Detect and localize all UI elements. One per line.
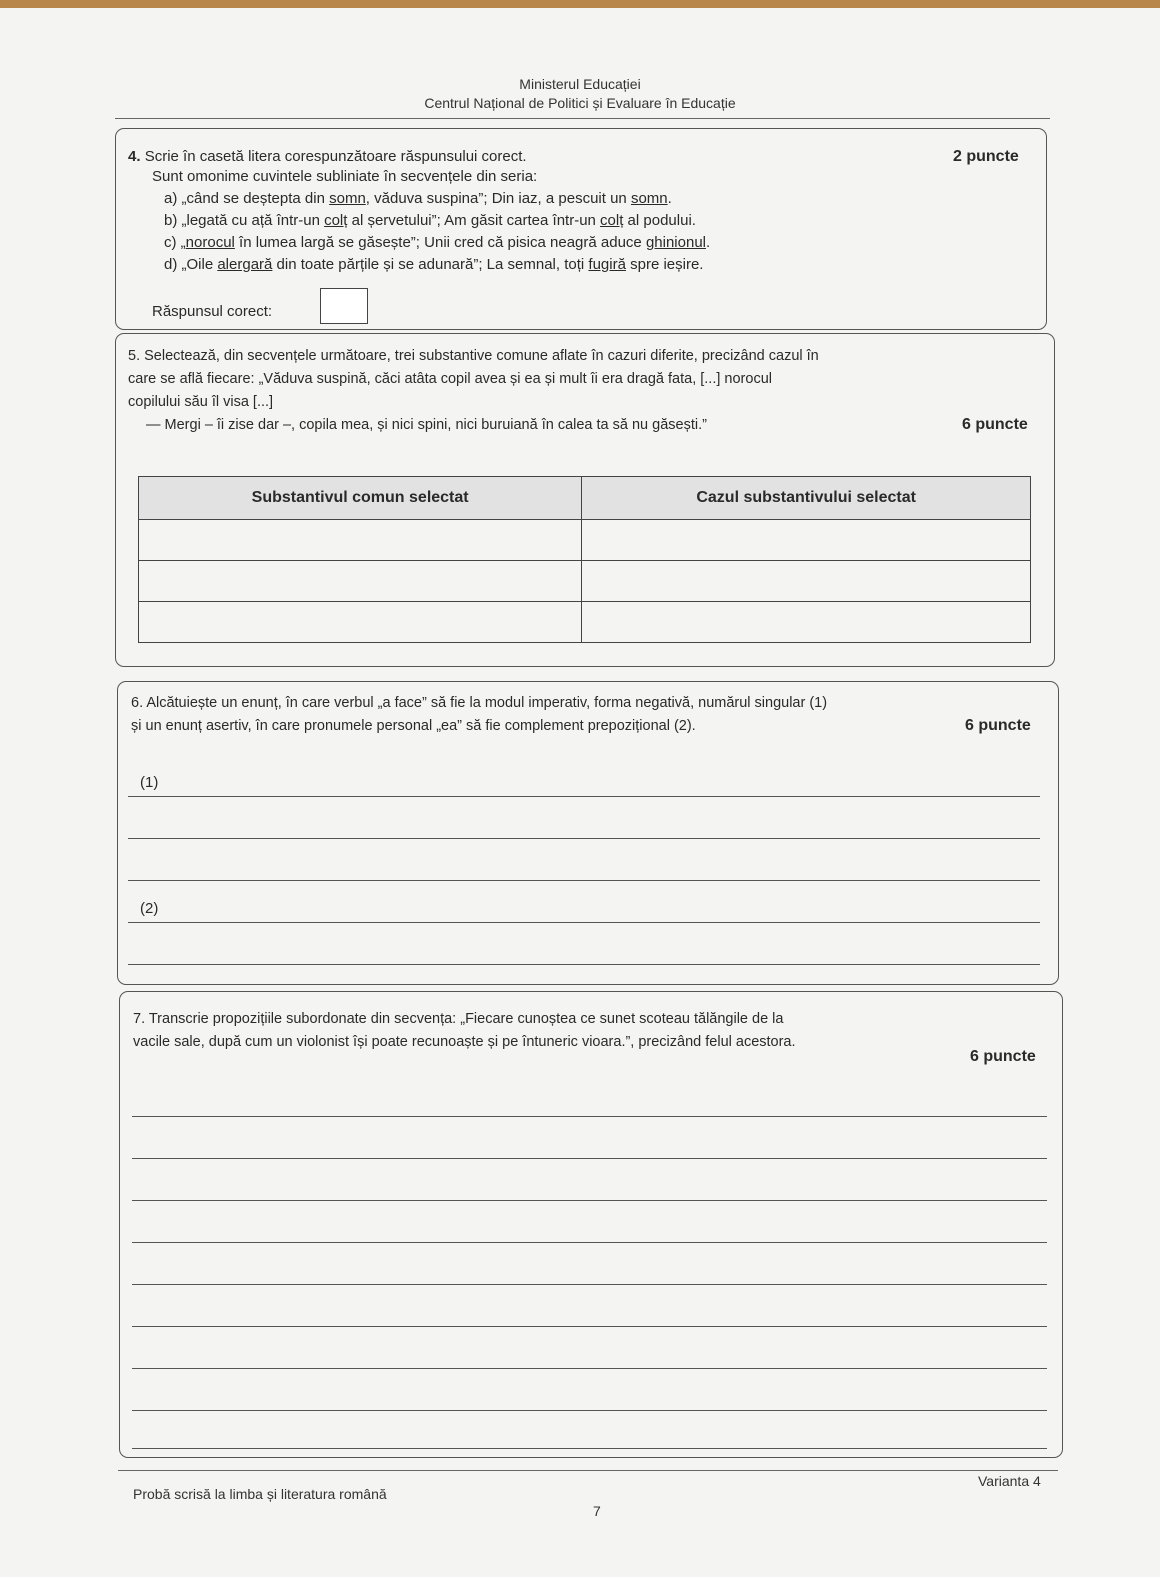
q4-instruction bbox=[128, 146, 527, 168]
answer-line[interactable] bbox=[132, 1448, 1047, 1449]
q7-line-1: 7. Transcrie propozițiile subordonate din secvența: „Fiecare cunoștea ce sunet scoteau tălăngile de la bbox=[133, 1011, 784, 1027]
q5-case-cell[interactable] bbox=[582, 561, 1031, 602]
answer-line[interactable] bbox=[132, 1368, 1047, 1369]
table-row bbox=[139, 561, 1031, 602]
q6-line-2: și un enunț asertiv, în care pronumele personal „ea” să fie complement prepozițional (2). bbox=[131, 718, 696, 734]
table-row bbox=[139, 520, 1031, 561]
q5-noun-cell[interactable] bbox=[139, 602, 582, 643]
q6-label-1: (1) bbox=[140, 774, 159, 791]
answer-line[interactable] bbox=[132, 1242, 1047, 1243]
question-7-box bbox=[119, 991, 1063, 1458]
ministry-name: Ministerul Educației bbox=[519, 76, 641, 92]
q6-label-2: (2) bbox=[140, 900, 159, 917]
q5-noun-cell[interactable] bbox=[139, 561, 582, 602]
q7-line-2: vacile sale, după cum un violonist își poate recunoaște și pe întuneric vioara.”, precizând felul acestora. bbox=[133, 1034, 796, 1050]
q5-points: 6 puncte bbox=[962, 416, 1028, 433]
q4-option-b: b) „legată cu ață într-un colț al șervetului”; Am găsit cartea într-un colț al podului. bbox=[164, 212, 696, 229]
answer-line[interactable] bbox=[128, 880, 1040, 881]
answer-line[interactable] bbox=[128, 964, 1040, 965]
q5-table-header-case: Cazul substantivului selectat bbox=[582, 477, 1031, 520]
q4-option-d: d) „Oile alergară din toate părțile și se adunară”; La semnal, toți fugiră spre ieșire. bbox=[164, 256, 704, 273]
page-number: 7 bbox=[593, 1503, 601, 1519]
q5-line-1: 5. Selectează, din secvențele următoare, trei substantive comune aflate în cazuri diferite, precizând cazul în bbox=[128, 348, 819, 364]
q5-table-header-noun: Substantivul comun selectat bbox=[139, 477, 582, 520]
answer-line[interactable] bbox=[132, 1158, 1047, 1159]
center-name: Centrul Național de Politici și Evaluare în Educație bbox=[424, 95, 736, 111]
q4-instruction-text: Scrie în casetă litera corespunzătoare răspunsului corect. bbox=[144, 148, 527, 165]
q5-answer-table bbox=[138, 476, 1031, 643]
answer-line[interactable] bbox=[128, 838, 1040, 839]
q4-number: 4. bbox=[128, 148, 141, 165]
answer-line[interactable] bbox=[132, 1284, 1047, 1285]
footer-subject: Probă scrisă la limba și literatura română bbox=[133, 1486, 387, 1502]
q5-noun-cell[interactable] bbox=[139, 520, 582, 561]
footer-variant: Varianta 4 bbox=[978, 1473, 1041, 1489]
q4-answer-box[interactable] bbox=[320, 288, 368, 324]
q6-line-1: 6. Alcătuiește un enunț, în care verbul „a face” să fie la modul imperativ, forma negativă, numărul singular (1) bbox=[131, 695, 828, 711]
answer-line[interactable] bbox=[128, 796, 1040, 797]
q4-answer-label: Răspunsul corect: bbox=[152, 303, 273, 320]
q5-case-cell[interactable] bbox=[582, 520, 1031, 561]
q4-option-a: a) „când se deștepta din somn, văduva suspina”; Din iaz, a pescuit un somn. bbox=[164, 190, 672, 207]
q5-line-3: copilului său îl visa [...] bbox=[128, 394, 274, 410]
answer-line[interactable] bbox=[132, 1200, 1047, 1201]
q7-points: 6 puncte bbox=[970, 1048, 1036, 1065]
q5-line-4: — Mergi – îi zise dar –, copila mea, și nici spini, nici buruiană în calea ta să nu găsești.” bbox=[146, 417, 707, 433]
footer-divider bbox=[118, 1470, 1058, 1471]
q6-points: 6 puncte bbox=[965, 717, 1031, 734]
answer-line[interactable] bbox=[132, 1326, 1047, 1327]
header-divider bbox=[115, 118, 1050, 119]
q4-option-c: c) „norocul în lumea largă se găsește”; Unii cred că pisica neagră aduce ghinionul. bbox=[164, 234, 711, 251]
answer-line[interactable] bbox=[132, 1410, 1047, 1411]
answer-line[interactable] bbox=[128, 922, 1040, 923]
table-row bbox=[139, 602, 1031, 643]
q5-case-cell[interactable] bbox=[582, 602, 1031, 643]
q4-points: 2 puncte bbox=[953, 148, 1019, 165]
q5-line-2: care se află fiecare: „Văduva suspină, căci atâta copil avea și ea și mult îi era dragă fata, [...] norocul bbox=[128, 371, 772, 387]
exam-page bbox=[0, 8, 1160, 1577]
answer-line[interactable] bbox=[132, 1116, 1047, 1117]
q4-subtitle: Sunt omonime cuvintele subliniate în secvențele din seria: bbox=[152, 168, 538, 185]
